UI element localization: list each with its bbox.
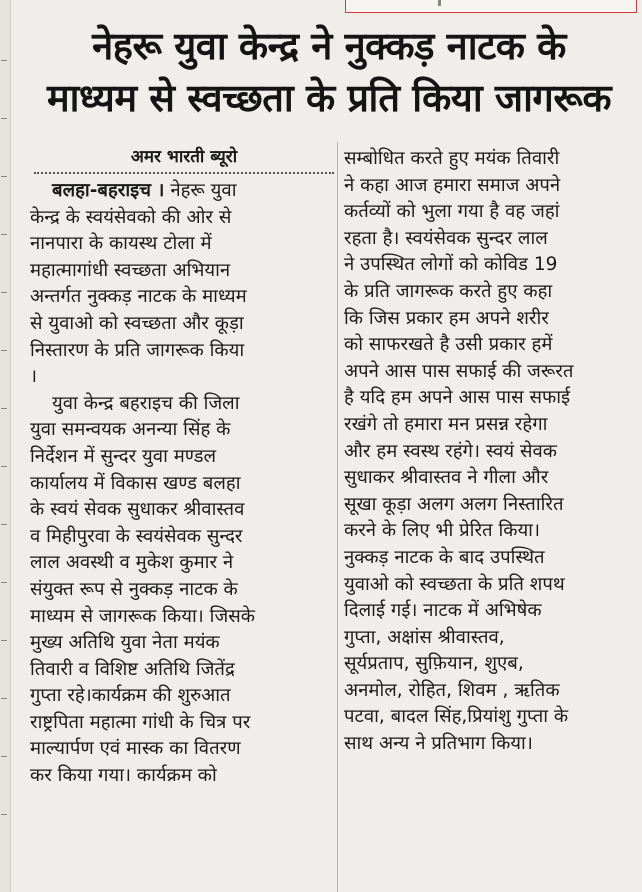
text-line: ने उपस्थित लोगों को कोविड 19: [344, 254, 558, 276]
text-line: कार्यालय में विकास खण्ड बलहा: [30, 472, 241, 494]
text-line: राष्ट्रपिता महात्मा गांधी के चित्र पर: [30, 711, 251, 733]
byline: अमर भारती ब्यूरो: [130, 147, 238, 167]
edge-tick: [1, 176, 7, 177]
text-line: अनमोल, रोहित, शिवम , ऋतिक: [344, 679, 560, 701]
text-line: के प्रति जागरूक करते हुए कहा: [344, 280, 553, 302]
edge-tick: [1, 234, 7, 235]
text-line: युवाओ को स्वच्छता के प्रति शपथ: [344, 573, 565, 595]
text-line: है यदि हम अपने आस पास सफाई: [344, 387, 571, 409]
text-line: नुक्कड़ नाटक के बाद उपस्थित: [344, 546, 545, 568]
text-line: ने कहा आज हमारा समाज अपने: [344, 174, 561, 196]
text-line: के स्वयं सेवक सुधाकर श्रीवास्तव: [30, 499, 245, 521]
dateline: बलहा-बहराइच ।: [52, 180, 165, 201]
text-line: रहता है। स्वयंसेवक सुन्दर लाल: [344, 227, 548, 249]
fragment-mark: [438, 0, 441, 6]
text-line: माध्यम से जागरूक किया। जिसके: [30, 605, 255, 627]
text-line: पटवा, बादल सिंह,प्रियांशु गुप्ता के: [344, 706, 569, 728]
text-line: संयुक्त रूप से नुक्कड़ नाटक के: [30, 578, 238, 600]
edge-tick: [1, 466, 7, 467]
text-line: मुख्य अतिथि युवा नेता मयंक: [30, 632, 220, 654]
text-line: कर किया गया। कार्यक्रम को: [30, 765, 217, 787]
column-divider: [337, 142, 338, 892]
text-line: साथ अन्य ने प्रतिभाग किया।: [344, 733, 533, 755]
byline-rule: [34, 172, 334, 174]
text-line: गुप्ता रहे।कार्यक्रम की शुरुआत: [30, 685, 231, 707]
text-line: से युवाओ को स्वच्छता और कूड़ा: [30, 312, 244, 334]
text-line: सूखा कूड़ा अलग अलग निस्तारित: [344, 493, 564, 515]
text-line: महात्मागांधी स्वच्छता अभियान: [30, 259, 231, 281]
text-line: व मिहीपुरवा के स्वयंसेवक सुन्दर: [30, 525, 243, 547]
text-line: केन्द्र के स्वयंसेवको की ओर से: [30, 206, 232, 228]
edge-tick: [1, 756, 7, 757]
text-line: कि जिस प्रकार हम अपने शरीर: [344, 307, 549, 329]
edge-tick: [1, 292, 7, 293]
text-line: सम्बोधित करते हुए मयंक तिवारी: [344, 148, 560, 169]
text-line: निर्देशन में सुन्दर युवा मण्डल: [30, 445, 217, 467]
text-line: [30, 178, 335, 205]
text-line: कर्तव्यों को भुला गया है वह जहां: [344, 201, 560, 223]
headline-line: माध्यम से स्वच्छता के प्रति किया जागरूक: [46, 76, 612, 120]
headline: [24, 20, 634, 124]
text-line: दिलाई गई। नाटक में अभिषेक: [344, 600, 542, 622]
adjacent-column-edge: [0, 0, 11, 892]
edge-tick: [1, 698, 7, 699]
text-line: ।: [30, 366, 38, 388]
article-column-right: [344, 146, 638, 758]
text-line: लाल अवस्थी व मुकेश कुमार ने: [30, 552, 234, 574]
adjacent-article-frame: [345, 0, 637, 13]
text-fragment: नेहरू युवा: [170, 180, 237, 201]
text-line: माल्यार्पण एवं मास्क का वितरण: [30, 738, 241, 760]
edge-tick: [1, 640, 7, 641]
text-line: सूर्यप्रताप, सुफ़ियान, शुएब,: [344, 653, 524, 675]
text-line: अन्तर्गत नुक्कड़ नाटक के माध्यम: [30, 286, 247, 308]
text-line: गुप्ता, अक्षांस श्रीवास्तव,: [344, 626, 505, 648]
article-column-left: [30, 178, 335, 790]
text-line: नानपारा के कायस्थ टोला में: [30, 233, 212, 255]
text-line: निस्तारण के प्रति जागरूक किया: [30, 339, 245, 361]
text-line: युवा समन्वयक अनन्या सिंह के: [30, 419, 231, 441]
edge-tick: [1, 118, 7, 119]
edge-tick: [1, 582, 7, 583]
edge-tick: [1, 408, 7, 409]
text-line: और हम स्वस्थ रहंगे। स्वयं सेवक: [344, 440, 557, 462]
text-line: अपने आस पास सफाई की जरूरत: [344, 360, 574, 382]
edge-tick: [1, 60, 7, 61]
edge-tick: [1, 524, 7, 525]
text-line: करने के लिए भी प्रेरित किया।: [344, 520, 540, 542]
headline-line: नेहरू युवा केन्द्र ने नुक्कड़ नाटक के: [92, 24, 566, 68]
text-line: रखंगे तो हमारा मन प्रसन्न रहेगा: [344, 413, 548, 435]
text-line: सुधाकर श्रीवास्तव ने गीला और: [344, 467, 549, 489]
edge-tick: [1, 814, 7, 815]
text-line: तिवारी व विशिष्ट अतिथि जितेंद्र: [30, 658, 235, 680]
edge-tick: [1, 350, 7, 351]
text-line: को साफरखते है उसी प्रकार हमें: [344, 334, 553, 356]
text-line: युवा केन्द्र बहराइच की जिला: [52, 392, 240, 414]
